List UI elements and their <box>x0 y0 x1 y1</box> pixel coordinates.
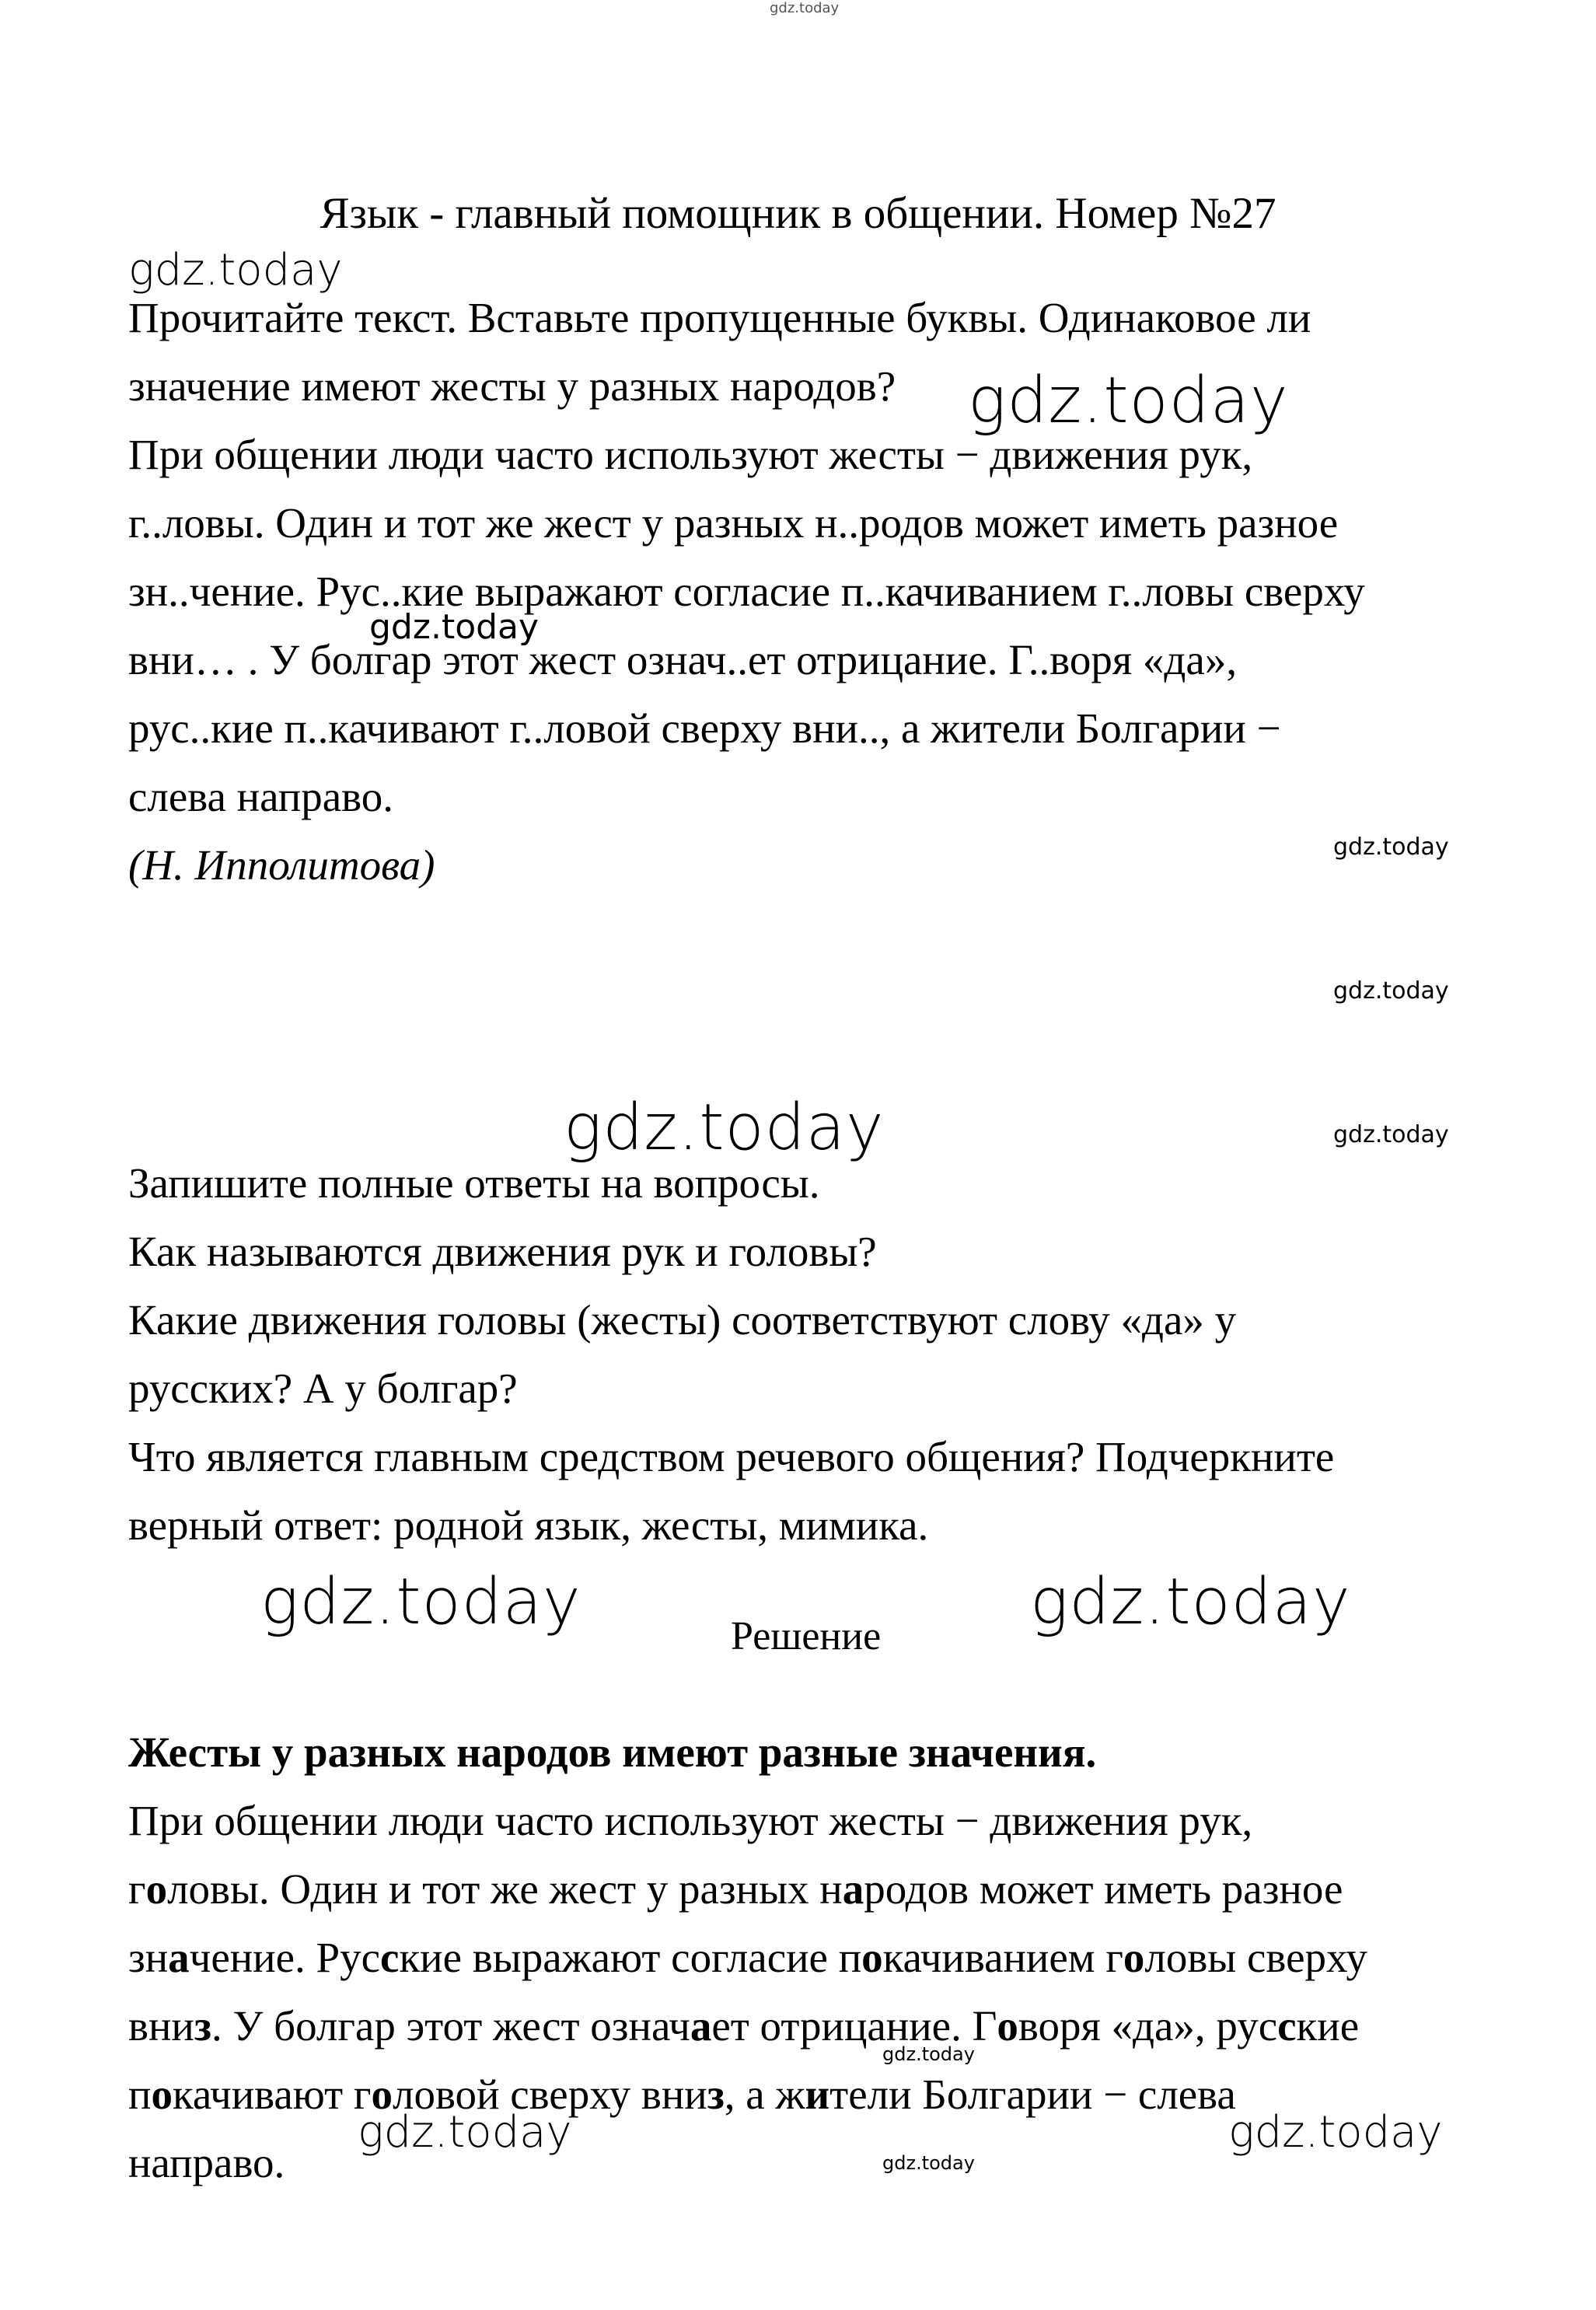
filled-letter: о <box>145 1865 168 1913</box>
question-line: верный ответ: родной язык, жесты, мимика. <box>128 1501 929 1549</box>
watermark: gdz.today <box>358 2107 572 2158</box>
task-text <box>128 284 1512 900</box>
task-line: слева направо. <box>128 773 393 820</box>
solution-line: покачивают головой сверху вниз, а жители Болгарии − слева <box>128 2071 1236 2118</box>
filled-letter: о <box>371 2071 393 2118</box>
solution-bold-line: Жесты у разных народов имеют разные значения. <box>128 1728 1097 1776</box>
watermark: gdz.today <box>882 2152 975 2174</box>
watermark: gdz.today <box>1030 1565 1351 1639</box>
filled-letter: з <box>194 2002 211 2050</box>
watermark: gdz.today <box>882 2043 975 2065</box>
task-line: При общении люди часто используют жесты − движения рук, <box>128 431 1253 478</box>
question-line: Что является главным средством речевого общения? Подчеркните <box>128 1433 1335 1480</box>
solution-lines <box>128 1787 1512 2197</box>
solution-text <box>128 1718 1512 2197</box>
filled-letter: а <box>842 1865 864 1913</box>
filled-letter: с <box>1277 2002 1297 2050</box>
filled-letter: з <box>707 2071 725 2118</box>
watermark: gdz.today <box>1333 1121 1449 1148</box>
watermark: gdz.today <box>1333 977 1449 1005</box>
solution-line: значение. Русские выражают согласие покачиванием головы сверху <box>128 1934 1367 1981</box>
solution-heading: Решение <box>731 1614 882 1658</box>
question-line: Какие движения головы (жесты) соответствуют слову «да» у <box>128 1296 1237 1344</box>
solution-line: головы. Один и тот же жест у разных народов может иметь разное <box>128 1865 1343 1913</box>
task-line: рус..кие п..качивают г..ловой сверху вни.., а жители Болгарии − <box>128 704 1281 752</box>
question-line: русских? А у болгар? <box>128 1365 518 1412</box>
page-title: Язык - главный помощник в общении. Номер №27 <box>320 189 1276 238</box>
question-line: Как называются движения рук и головы? <box>128 1228 877 1275</box>
filled-letter: и <box>805 2071 830 2118</box>
filled-letter: а <box>690 2002 712 2050</box>
task-line: Прочитайте текст. Вставьте пропущенные буквы. Одинаковое ли <box>128 294 1311 341</box>
watermark-top: gdz.today <box>770 0 840 16</box>
watermark: gdz.today <box>564 1091 885 1165</box>
filled-letter: а <box>168 1934 190 1981</box>
watermark: gdz.today <box>1228 2107 1443 2158</box>
question-line: Запишите полные ответы на вопросы. <box>128 1159 820 1207</box>
task-line: вни… . У болгар этот жест означ..ет отрицание. Г..воря «да», <box>128 636 1238 683</box>
filled-letter: о <box>1123 1934 1145 1981</box>
questions-text <box>128 1149 1512 1560</box>
filled-letter: о <box>861 1934 883 1981</box>
solution-line: направо. <box>128 2139 285 2186</box>
filled-letter: с <box>380 1934 400 1981</box>
filled-letter: о <box>151 2071 173 2118</box>
watermark: gdz.today <box>968 364 1289 438</box>
watermark: gdz.today <box>369 607 540 647</box>
solution-line: При общении люди часто используют жесты − движения рук, <box>128 1797 1253 1844</box>
watermark: gdz.today <box>128 245 343 295</box>
task-line: г..ловы. Один и тот же жест у разных н..родов может иметь разное <box>128 499 1339 547</box>
task-line: зн..чение. Рус..кие выражают согласие п..качиванием г..ловы сверху <box>128 568 1365 615</box>
task-author: (Н. Ипполитова) <box>128 841 435 889</box>
solution-line: вниз. У болгар этот жест означает отрицание. Говоря «да», русские <box>128 2002 1360 2050</box>
watermark: gdz.today <box>1333 833 1449 861</box>
watermark: gdz.today <box>260 1565 581 1639</box>
task-line: значение имеют жесты у разных народов? <box>128 362 896 410</box>
filled-letter: о <box>997 2002 1018 2050</box>
